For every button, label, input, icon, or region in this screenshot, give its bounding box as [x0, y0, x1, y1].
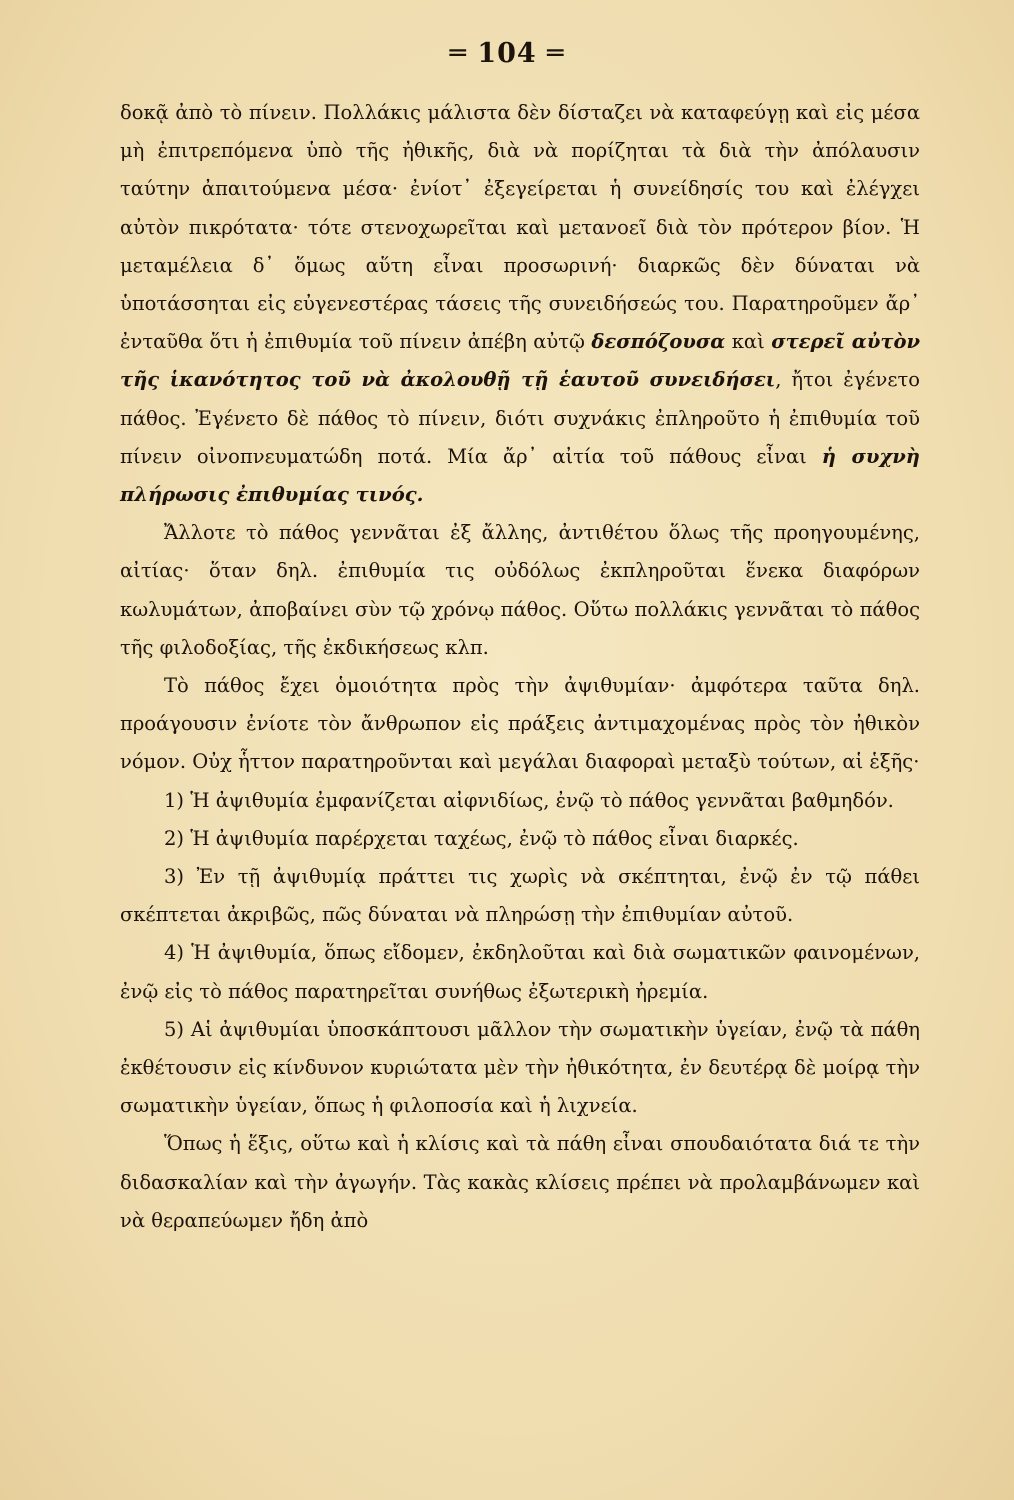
list-item-4: 4) Ἡ ἀψιθυμία, ὅπως εἴδομεν, ἐκδηλοῦται καὶ διὰ σωματικῶν φαινομένων, ἐνῷ εἰς τὸ πάθος παρατηρεῖται συνήθως ἐξωτερικὴ ἠρεμία. [120, 941, 920, 1003]
paragraph-4: Ὅπως ἡ ἕξις, οὕτω καὶ ἡ κλίσις καὶ τὰ πάθη εἶναι σπουδαιότατα διά τε τὴν διδασκαλίαν καὶ τὴν ἀγωγήν. Τὰς κακὰς κλίσεις πρέπει νὰ προλαμβάνωμεν καὶ νὰ θεραπεύωμεν ἤδη ἀπὸ [120, 1132, 920, 1232]
emphasis-3: ἡ συχνὴ πλήρωσις ἐπιθυμίας τινός. [120, 444, 920, 507]
paragraph-3: Τὸ πάθος ἔχει ὁμοιότητα πρὸς τὴν ἀψιθυμίαν· ἀμφότερα ταῦτα δηλ. προάγουσιν ἐνίοτε τὸν ἄνθρωπον εἰς πράξεις ἀντιμαχομένας πρὸς τὸν ἠθικὸν νόμον. Οὐχ ἧττον παρατηροῦνται καὶ μεγάλαι διαφοραὶ μεταξὺ τούτων, αἱ ἑξῆς· [120, 674, 920, 774]
paragraph-1-text-b: καὶ [725, 330, 772, 354]
paragraph-1-text-c: , ἤτοι ἐγένετο πάθος. Ἐγένετο δὲ πάθος τὸ πίνειν, διότι συχνάκις ἐπληροῦτο ἡ ἐπιθυμία τοῦ πίνειν οἰνοπνευματώδη ποτά. Μία ἄρ᾽ αἰτία τοῦ πάθους εἶναι [120, 368, 920, 468]
paragraph-1 [120, 94, 920, 514]
page-number: 104 [477, 38, 537, 69]
emphasis-1: δεσπόζουσα [591, 330, 726, 354]
paragraph-2: Ἄλλοτε τὸ πάθος γεννᾶται ἐξ ἄλλης, ἀντιθέτου ὅλως τῆς προηγουμένης, αἰτίας· ὅταν δηλ. ἐπιθυμία τις οὐδόλως ἐκπληροῦται ἕνεκα διαφόρων κωλυμάτων, ἀποβαίνει σὺν τῷ χρόνῳ πάθος. Οὕτω πολλάκις γεννᾶται τὸ πάθος τῆς φιλοδοξίας, τῆς ἐκδικήσεως κλπ. [120, 521, 920, 659]
body-text [120, 94, 920, 1240]
list-item-2: 2) Ἡ ἀψιθυμία παρέρχεται ταχέως, ἐνῷ τὸ πάθος εἶναι διαρκές. [164, 826, 799, 850]
list-item-5: 5) Αἱ ἀψιθυμίαι ὑποσκάπτουσι μᾶλλον τὴν σωματικὴν ὑγείαν, ἐνῷ τὰ πάθη ἐκθέτουσιν εἰς κίνδυνον κυριώτατα μὲν τὴν ἠθικότητα, ἐν δευτέρᾳ δὲ μοίρᾳ τὴν σωματικὴν ὑγείαν, ὅπως ἡ φιλοποσία καὶ ἡ λιχνεία. [120, 1017, 920, 1118]
emphasis-2: στερεῖ αὐτὸν τῆς ἱκανότητος τοῦ νὰ ἀκολουθῇ τῇ ἑαυτοῦ συνειδήσει [120, 330, 921, 392]
header-rule-left: ═ [449, 38, 478, 69]
paragraph-1-text-a: δοκᾷ ἀπὸ τὸ πίνειν. Πολλάκις μάλιστα δὲν δίσταζει νὰ καταφεύγῃ καὶ εἰς μέσα μὴ ἐπιτρεπόμενα ὑπὸ τῆς ἠθικῆς, διὰ νὰ πορίζηται τὰ διὰ τὴν ἀπόλαυσιν ταύτην ἀπαιτούμενα μέσα· ἐνίοτ᾽ ἐξεγείρεται ἡ συνείδησίς του καὶ ἐλέγχει αὐτὸν πικρότατα· τότε στενοχωρεῖται καὶ μετανοεῖ διὰ τὸν πρότερον βίον. Ἡ μεταμέλεια δ᾽ ὅμως αὕτη εἶναι προσωρινή· διαρκῶς δὲν δύναται νὰ ὑποτάσσηται εἰς εὐγενεστέρας τάσεις τῆς συνειδήσεώς του. Παρατηροῦμεν ἄρ᾽ ἐνταῦθα ὅτι ἡ ἐπιθυμία τοῦ πίνειν ἀπέβη αὐτῷ [120, 101, 920, 354]
page-header [0, 38, 1014, 69]
list-item-3: 3) Ἐν τῇ ἀψιθυμίᾳ πράττει τις χωρὶς νὰ σκέπτηται, ἐνῷ ἐν τῷ πάθει σκέπτεται ἀκριβῶς, πῶς δύναται νὰ πληρώσῃ τὴν ἐπιθυμίαν αὐτοῦ. [120, 865, 920, 927]
header-rule-right: ═ [536, 38, 565, 69]
list-item-1: 1) Ἡ ἀψιθυμία ἐμφανίζεται αἰφνιδίως, ἐνῷ τὸ πάθος γεννᾶται βαθμηδόν. [164, 788, 894, 812]
